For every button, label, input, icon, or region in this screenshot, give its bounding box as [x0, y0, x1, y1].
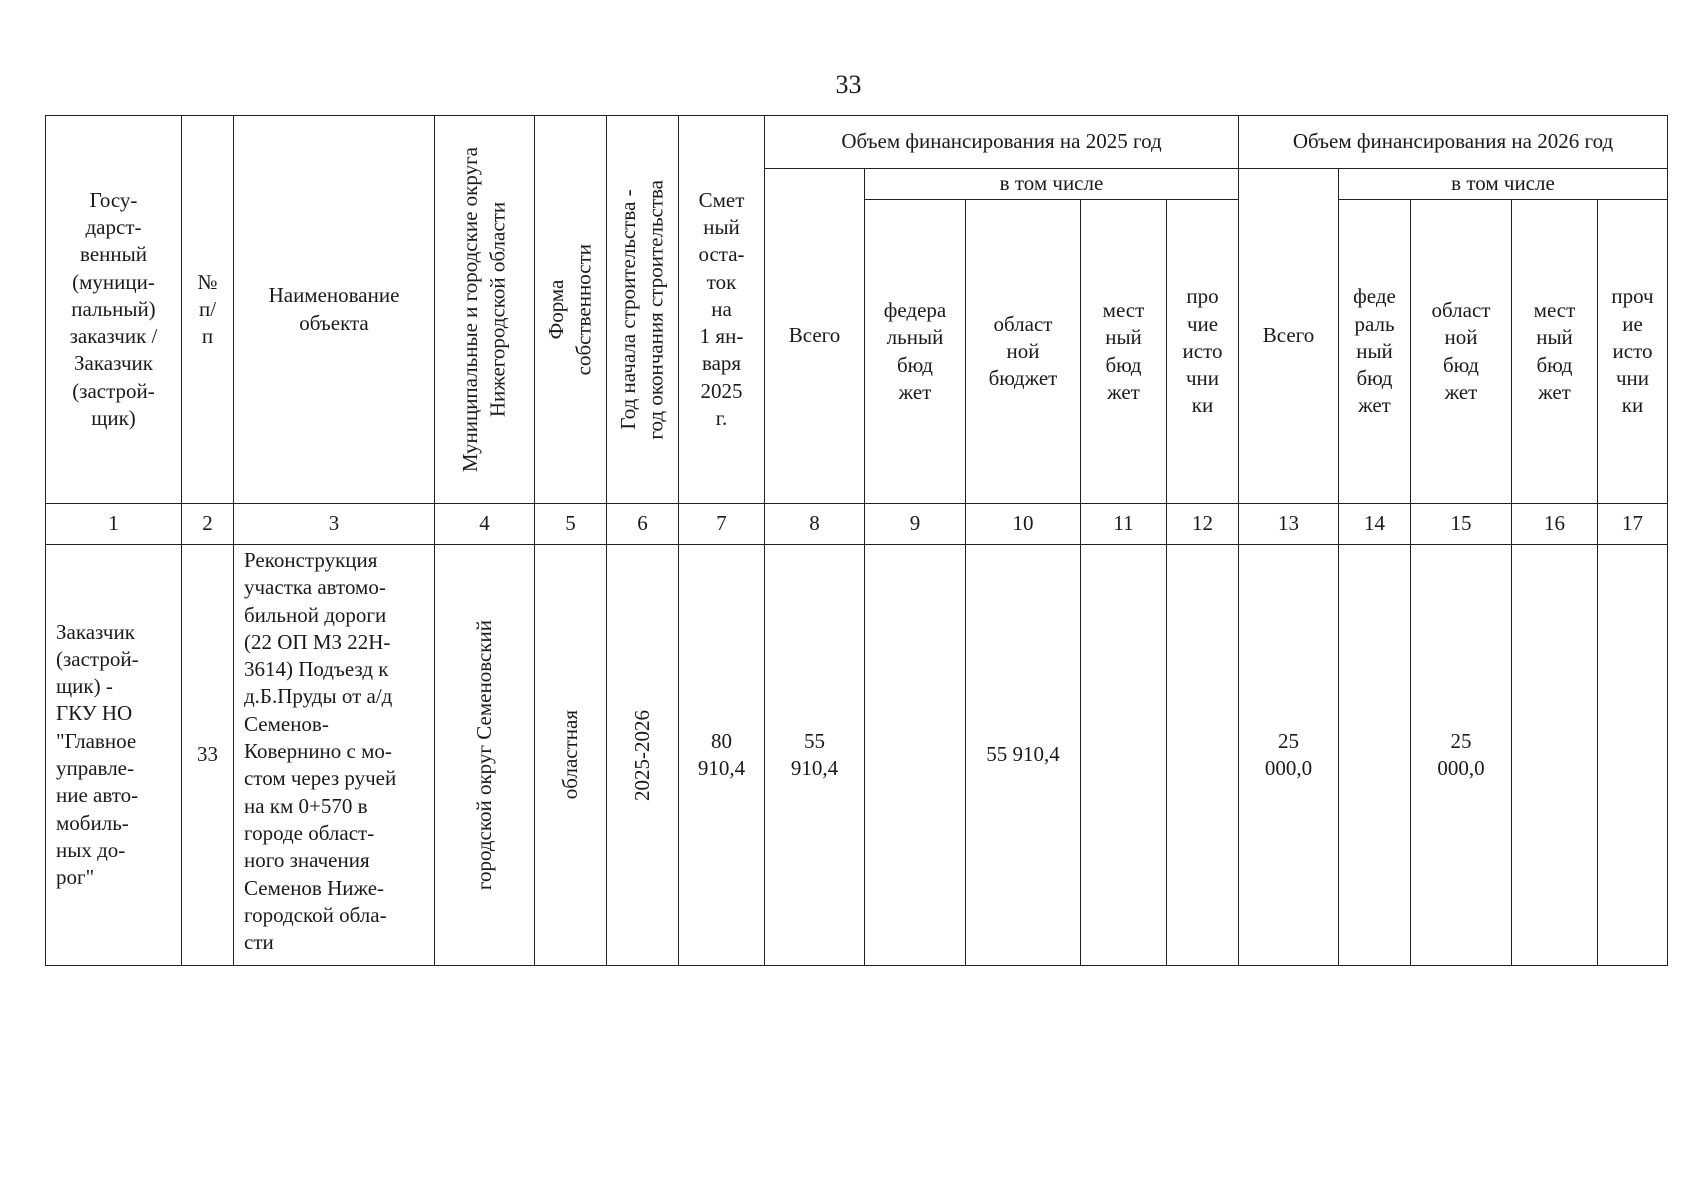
header-local-2025: мест ный бюд жет	[1081, 200, 1167, 504]
page-number: 33	[835, 70, 862, 99]
header-customer: Госу- дарст- венный (муници- пальный) заказчик / Заказчик (застрой- щик)	[46, 116, 182, 504]
column-number: 4	[435, 504, 535, 545]
header-funding-2025: Объем финансирования на 2025 год	[765, 116, 1239, 169]
column-number: 13	[1239, 504, 1339, 545]
cell-other-2026	[1598, 545, 1668, 966]
cell-regional-2026: 25 000,0	[1411, 545, 1512, 966]
cell-federal-2025	[865, 545, 966, 966]
cell-customer: Заказчик (застрой- щик) - ГКУ НО "Главное управле- ние авто- мобиль- ных до- рог"	[46, 545, 182, 966]
column-number: 7	[679, 504, 765, 545]
cell-ownership: областная	[557, 710, 582, 800]
cell-years: 2025-2026	[629, 709, 654, 801]
financing-table	[45, 115, 1668, 966]
cell-years-wrap	[607, 545, 679, 966]
column-number: 12	[1167, 504, 1239, 545]
header-total-2025: Всего	[765, 169, 865, 504]
cell-object-name: Реконструкция участка автомо- бильной дороги (22 ОП МЗ 22Н- 3614) Подъезд к д.Б.Пруды от а/д Семенов- Ковернино с мо- стом через ручей на км 0+570 в городе област- ного значения Семенов Ниже- городской обла- сти	[234, 545, 435, 966]
cell-ownership-wrap	[535, 545, 607, 966]
cell-number: 33	[182, 545, 234, 966]
header-years-cell	[607, 116, 679, 504]
cell-local-2026	[1512, 545, 1598, 966]
header-other-2026: проч ие исто чни ки	[1598, 200, 1668, 504]
column-number: 8	[765, 504, 865, 545]
header-row-1	[46, 116, 1668, 169]
cell-municipality-wrap	[435, 545, 535, 966]
header-years: Год начала строительства - год окончания строительства	[616, 179, 668, 440]
header-funding-2026: Объем финансирования на 2026 год	[1239, 116, 1668, 169]
header-object-name: Наименование объекта	[234, 116, 435, 504]
table-row	[46, 545, 1668, 966]
column-number: 10	[966, 504, 1081, 545]
cell-local-2025	[1081, 545, 1167, 966]
column-number: 16	[1512, 504, 1598, 545]
header-other-2025: про чие исто чни ки	[1167, 200, 1239, 504]
header-municipality: Муниципальные и городские округа Нижегородской области	[458, 146, 510, 473]
cell-federal-2026	[1339, 545, 1411, 966]
header-municipality-cell	[435, 116, 535, 504]
header-ownership: Форма собственности	[544, 243, 596, 376]
header-federal-2026: феде раль ный бюд жет	[1339, 200, 1411, 504]
cell-regional-2025: 55 910,4	[966, 545, 1081, 966]
column-number: 3	[234, 504, 435, 545]
column-number: 5	[535, 504, 607, 545]
column-number: 9	[865, 504, 966, 545]
cell-total-2025: 55 910,4	[765, 545, 865, 966]
column-number: 1	[46, 504, 182, 545]
header-regional-2025: област ной бюджет	[966, 200, 1081, 504]
header-estimate: Смет ный оста- ток на 1 ян- варя 2025 г.	[679, 116, 765, 504]
column-number: 14	[1339, 504, 1411, 545]
column-number: 6	[607, 504, 679, 545]
header-federal-2025: федера льный бюд жет	[865, 200, 966, 504]
cell-total-2026: 25 000,0	[1239, 545, 1339, 966]
header-local-2026: мест ный бюд жет	[1512, 200, 1598, 504]
column-number-row	[46, 504, 1668, 545]
column-number: 17	[1598, 504, 1668, 545]
header-number: № п/ п	[182, 116, 234, 504]
header-total-2026: Всего	[1239, 169, 1339, 504]
column-number: 15	[1411, 504, 1512, 545]
cell-municipality: городской округ Семеновский	[471, 619, 496, 891]
cell-estimate: 80 910,4	[679, 545, 765, 966]
column-number: 2	[182, 504, 234, 545]
cell-other-2025	[1167, 545, 1239, 966]
header-including-2026: в том числе	[1339, 169, 1668, 200]
column-number: 11	[1081, 504, 1167, 545]
header-including-2025: в том числе	[865, 169, 1239, 200]
header-regional-2026: област ной бюд жет	[1411, 200, 1512, 504]
header-ownership-cell	[535, 116, 607, 504]
